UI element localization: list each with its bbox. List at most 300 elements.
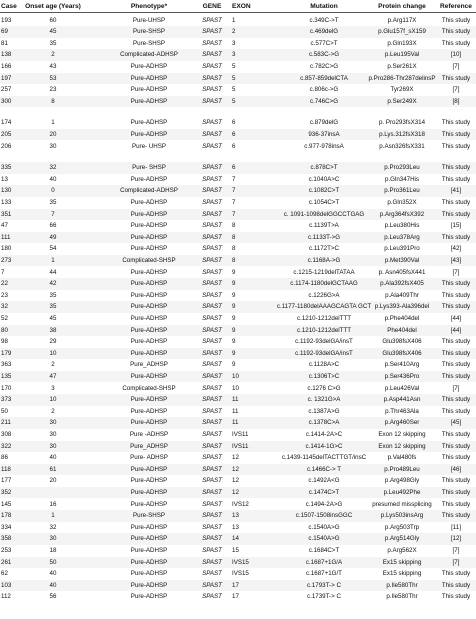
table-row — [0, 162, 476, 174]
cell-mutation: c.1133T->G — [307, 233, 341, 241]
cell-protein-change: Phe404del — [387, 326, 417, 334]
cell-case: 23 — [1, 291, 8, 299]
cell-protein-change: presumed missplicing — [372, 500, 432, 508]
cell-reference: [7] — [452, 86, 460, 94]
header-case: Case — [1, 3, 17, 10]
table-row — [0, 464, 476, 476]
cell-gene: SPAST — [202, 535, 222, 543]
cell-phenotype: Complicated-ADHSP — [120, 51, 178, 59]
table-row — [0, 359, 476, 371]
table-row — [0, 348, 476, 360]
cell-case: 166 — [1, 62, 12, 70]
table-row — [0, 371, 476, 383]
cell-protein-change: p.Leu391Pro — [384, 245, 420, 253]
cell-mutation: c.1306T>C — [308, 372, 340, 380]
cell-protein-change: p.Ala409Thr — [385, 291, 419, 299]
cell-mutation: c.1210-1212delTTT — [297, 314, 351, 322]
cell-phenotype: Complicated-ADHSP — [120, 187, 178, 195]
cell-reference: [7] — [452, 268, 460, 276]
cell-phenotype: Pure-ADHSP — [130, 396, 168, 404]
cell-gene: SPAST — [202, 245, 222, 253]
cell-reference: This study — [441, 500, 471, 508]
cell-gene: SPAST — [202, 97, 222, 105]
table-row — [0, 452, 476, 464]
cell-mutation: c.1082C>T — [308, 187, 340, 195]
cell-case: 197 — [1, 74, 12, 82]
cell-onset: 56 — [49, 593, 57, 601]
cell-gene: SPAST — [202, 512, 222, 520]
cell-reference: This study — [441, 454, 471, 462]
cell-case: 170 — [1, 384, 12, 392]
cell-exon: 9 — [232, 361, 236, 369]
cell-onset: 61 — [49, 465, 57, 473]
cell-reference: [42] — [450, 245, 462, 253]
cell-protein-change: p.Val480fs — [387, 454, 417, 462]
cell-exon: IVS11 — [232, 430, 249, 438]
cell-onset: 23 — [49, 86, 57, 94]
cell-protein-change: p.Arg117X — [387, 16, 417, 24]
table-row — [0, 475, 476, 487]
cell-mutation: c.1793T-> C — [307, 581, 341, 589]
cell-exon: 3 — [232, 39, 236, 47]
header-gene: GENE — [202, 3, 222, 10]
cell-case: 352 — [1, 488, 12, 496]
cell-gene: SPAST — [202, 39, 222, 47]
cell-case: 178 — [1, 512, 12, 520]
cell-exon: 17 — [232, 593, 239, 601]
cell-gene: SPAST — [202, 210, 222, 218]
cell-gene: SPAST — [202, 454, 222, 462]
cell-reference: [10] — [450, 51, 462, 59]
cell-onset: 10 — [49, 396, 57, 404]
cell-protein-change: p.Arg498Gly — [384, 477, 420, 485]
table-row — [0, 591, 476, 603]
cell-mutation: c.1276 C>G — [307, 384, 341, 392]
table-row — [0, 232, 476, 244]
cell-mutation: c.1466C-> T — [306, 465, 342, 473]
cell-mutation: c.1687+1G/A — [305, 558, 343, 566]
cell-case: 351 — [1, 210, 12, 218]
cell-exon: 9 — [232, 268, 236, 276]
cell-reference: This study — [441, 488, 471, 496]
table-row — [0, 325, 476, 337]
cell-exon: 12 — [232, 465, 239, 473]
cell-mutation: c.782C>G — [309, 62, 339, 70]
cell-phenotype: Pure-ADHSP — [130, 570, 168, 578]
cell-gene: SPAST — [202, 477, 222, 485]
cell-protein-change: p.Pro361Leu — [384, 187, 420, 195]
cell-phenotype: Pure-ADHSP — [130, 523, 168, 531]
cell-protein-change: p.Arg503Trp — [384, 523, 420, 531]
table-row — [0, 220, 476, 232]
cell-onset: 35 — [49, 39, 57, 47]
cell-onset: 1 — [51, 256, 55, 264]
table-row — [0, 441, 476, 453]
cell-exon: 5 — [232, 74, 236, 82]
cell-case: 138 — [1, 51, 12, 59]
cell-gene: SPAST — [202, 314, 222, 322]
cell-phenotype: Pure-SHSP — [133, 28, 165, 36]
table-row — [0, 487, 476, 499]
cell-gene: SPAST — [202, 349, 222, 357]
cell-mutation: c.349C->T — [309, 16, 339, 24]
cell-gene: SPAST — [202, 442, 222, 450]
cell-reference: This study — [441, 39, 471, 47]
cell-exon: 10 — [232, 372, 239, 380]
cell-case: 308 — [1, 430, 12, 438]
cell-gene: SPAST — [202, 187, 222, 195]
cell-mutation: c.1414-2A>C — [305, 430, 343, 438]
cell-phenotype: Pure-ADHSP — [130, 175, 168, 183]
cell-exon: 17 — [232, 581, 239, 589]
cell-mutation: c.1210-1212delTTT — [297, 326, 351, 334]
cell-gene: SPAST — [202, 465, 222, 473]
cell-case: 174 — [1, 119, 12, 127]
cell-gene: SPAST — [202, 419, 222, 427]
cell-reference: [7] — [452, 546, 460, 554]
cell-phenotype: Complicated-SHSP — [122, 384, 176, 392]
cell-phenotype: Complicated-SHSP — [122, 256, 176, 264]
table-row — [0, 278, 476, 290]
cell-mutation: c.1494-2A>G — [305, 500, 343, 508]
table-row — [0, 533, 476, 545]
table-row — [0, 26, 476, 38]
cell-case: 177 — [1, 477, 12, 485]
cell-gene: SPAST — [202, 28, 222, 36]
cell-phenotype: Pure-ADHSP — [130, 535, 168, 543]
cell-phenotype: Pure-ADHSP — [130, 372, 168, 380]
cell-gene: SPAST — [202, 326, 222, 334]
cell-onset: 40 — [49, 570, 57, 578]
cell-mutation: c.878C>T — [310, 164, 338, 172]
cell-case: 111 — [1, 233, 11, 241]
cell-gene: SPAST — [202, 51, 222, 59]
cell-reference: This study — [441, 349, 471, 357]
cell-exon: 8 — [232, 233, 236, 241]
table-row — [0, 545, 476, 557]
cell-onset: 47 — [49, 372, 57, 380]
cell-phenotype: Pure-ADHSP — [130, 198, 168, 206]
cell-reference: This study — [441, 16, 471, 24]
cell-mutation: c.1687+1G/T — [306, 570, 342, 578]
cell-exon: 12 — [232, 488, 239, 496]
cell-onset: 49 — [49, 233, 57, 241]
cell-exon: 9 — [232, 314, 236, 322]
table-row — [0, 243, 476, 255]
cell-reference: [7] — [452, 384, 460, 392]
cell-reference: This study — [441, 303, 471, 311]
cell-exon: 7 — [232, 210, 236, 218]
cell-phenotype: Pure-ADHSP — [130, 303, 168, 311]
cell-mutation: c.879delG — [309, 119, 339, 127]
cell-mutation: c.857-859delCTA — [300, 74, 348, 82]
cell-onset: 30 — [49, 442, 57, 450]
cell-gene: SPAST — [202, 280, 222, 288]
cell-gene: SPAST — [202, 62, 222, 70]
cell-reference: This study — [441, 74, 471, 82]
cell-case: 98 — [1, 338, 8, 346]
cell-phenotype: Pure-ADHSP — [130, 477, 168, 485]
cell-onset: 60 — [49, 16, 57, 24]
cell-onset: 29 — [49, 338, 57, 346]
cell-protein-change: Glu398fsX406 — [382, 338, 422, 346]
cell-case: 47 — [1, 222, 8, 230]
cell-case: 257 — [1, 86, 12, 94]
cell-onset: 20 — [49, 130, 57, 138]
cell-phenotype: Pure-ADHSP — [130, 222, 168, 230]
cell-onset: 30 — [49, 430, 57, 438]
cell-case: 145 — [1, 500, 12, 508]
cell-mutation: c.1040A>C — [308, 175, 340, 183]
header-phenotype: Phenotype* — [130, 3, 168, 10]
cell-onset: 30 — [49, 142, 57, 150]
cell-phenotype: Pure-ADHSP — [130, 119, 168, 127]
table-row — [0, 96, 476, 108]
cell-exon: 6 — [232, 119, 236, 127]
cell-case: 118 — [1, 465, 11, 473]
cell-case: 273 — [1, 256, 12, 264]
cell-mutation: c.1492A<G — [308, 477, 340, 485]
cell-gene: SPAST — [202, 303, 222, 311]
cell-exon: 6 — [232, 130, 236, 138]
cell-protein-change: p.Ile580Thr — [386, 593, 418, 601]
cell-mutation: c.469delG — [309, 28, 339, 36]
table-row — [0, 417, 476, 429]
cell-gene: SPAST — [202, 164, 222, 172]
cell-gene: SPAST — [202, 488, 222, 496]
cell-case: 211 — [1, 419, 11, 427]
cell-mutation: c.1684C>T — [308, 546, 340, 554]
cell-onset: 2 — [51, 361, 55, 369]
cell-case: 253 — [1, 546, 12, 554]
cell-onset: 2 — [51, 51, 55, 59]
cell-protein-change: Glu398fsX406 — [382, 349, 422, 357]
cell-phenotype: Pure-ADHSP — [130, 291, 168, 299]
cell-phenotype: Pure-ADHSP — [130, 546, 168, 554]
cell-gene: SPAST — [202, 130, 222, 138]
cell-protein-change: p.Ala392fsX405 — [380, 280, 424, 288]
cell-protein-change: p.Ser410Arg — [384, 361, 420, 369]
cell-onset: 1 — [51, 512, 55, 520]
cell-phenotype: Pure-ADHSP — [130, 500, 168, 508]
cell-reference: This study — [441, 570, 471, 578]
cell-onset: 2 — [51, 407, 55, 415]
cell-exon: 8 — [232, 245, 236, 253]
cell-reference: This study — [441, 280, 471, 288]
cell-mutation: 936-37insA — [308, 130, 340, 138]
cell-gene: SPAST — [202, 558, 222, 566]
cell-protein-change: Ex15 skipping — [382, 558, 422, 566]
table-row — [0, 141, 476, 153]
cell-reference: [43] — [450, 256, 462, 264]
table-row — [0, 313, 476, 325]
cell-protein-change: p.Leu195Val — [384, 51, 420, 59]
cell-reference: This study — [441, 512, 471, 520]
cell-gene: SPAST — [202, 268, 222, 276]
cell-gene: SPAST — [202, 233, 222, 241]
table-row — [0, 15, 476, 27]
cell-reference: [45] — [450, 419, 462, 427]
header-mutation: Mutation — [310, 3, 338, 10]
cell-protein-change: p.Lys.312fsX318 — [379, 130, 425, 138]
cell-mutation: c.1174-1180delGCTAAG — [290, 280, 358, 288]
header-reference: Reference — [440, 3, 472, 10]
cell-case: 86 — [1, 454, 8, 462]
cell-exon: 11 — [232, 396, 239, 404]
cell-protein-change: p.Lys393-Ala396del — [374, 303, 430, 311]
cell-onset: 32 — [49, 164, 57, 172]
cell-protein-change: p.Thr463Ala — [385, 407, 419, 415]
cell-onset: 45 — [49, 28, 57, 36]
cell-phenotype: Pure-ADHSP — [130, 558, 168, 566]
cell-mutation: c.1139T>A — [309, 222, 339, 230]
cell-case: 69 — [1, 28, 8, 36]
cell-onset: 66 — [49, 222, 57, 230]
cell-phenotype: Pure-SHSP — [133, 512, 165, 520]
cell-exon: IVS15 — [232, 570, 249, 578]
cell-case: 52 — [1, 314, 8, 322]
cell-reference: This study — [441, 477, 471, 485]
cell-reference: This study — [441, 175, 471, 183]
cell-phenotype: Pure-ADHSP — [130, 314, 168, 322]
cell-mutation: c.577C>T — [310, 39, 338, 47]
table-row — [0, 522, 476, 534]
cell-onset: 53 — [49, 74, 57, 82]
cell-case: 135 — [1, 372, 12, 380]
cell-mutation: c.1177-1180delAAAGCAGTA GCT — [276, 303, 372, 311]
cell-exon: 12 — [232, 477, 239, 485]
cell-protein-change: p.Arg460Ser — [384, 419, 420, 427]
table-row — [0, 61, 476, 73]
cell-gene: SPAST — [202, 338, 222, 346]
cell-case: 7 — [1, 268, 5, 276]
cell-protein-change: p. Pro293fsX314 — [378, 119, 426, 127]
cell-reference: [8] — [452, 97, 460, 105]
cell-protein-change: p.Gln352X — [387, 198, 417, 206]
cell-protein-change: Ex15 skipping — [382, 570, 422, 578]
cell-mutation: c.1172T>C — [309, 245, 339, 253]
cell-gene: SPAST — [202, 198, 222, 206]
cell-phenotype: Pure-ADHSP — [130, 593, 168, 601]
cell-reference: This study — [441, 361, 471, 369]
table-row — [0, 568, 476, 580]
cell-reference: This study — [441, 210, 471, 218]
cell-protein-change: p.Gln193X — [387, 39, 417, 47]
cell-phenotype: Pure-ADHSP — [130, 86, 168, 94]
cell-phenotype: Pure-ADHSP — [130, 488, 168, 496]
cell-phenotype: Pure-ADHSP — [130, 130, 168, 138]
cell-protein-change: p.Pro489Leu — [384, 465, 420, 473]
cell-exon: 8 — [232, 256, 236, 264]
cell-mutation: c.1507-1508insGGC — [295, 512, 353, 520]
cell-reference: This study — [441, 28, 471, 36]
cell-onset: 43 — [49, 62, 57, 70]
cell-case: 13 — [1, 175, 8, 183]
cell-case: 300 — [1, 97, 12, 105]
cell-case: 50 — [1, 407, 8, 415]
table-header — [0, 0, 476, 13]
cell-exon: 9 — [232, 338, 236, 346]
cell-reference: This study — [441, 430, 471, 438]
cell-exon: 6 — [232, 142, 236, 150]
table-row — [0, 209, 476, 221]
cell-exon: 2 — [232, 28, 236, 36]
table-row — [0, 301, 476, 313]
cell-exon: 13 — [232, 512, 239, 520]
table-row — [0, 129, 476, 141]
cell-phenotype: Pure-ADHSP — [130, 268, 168, 276]
cell-phenotype: Pure_ADHSP — [130, 361, 168, 369]
cell-phenotype: Pure-ADHSP — [130, 210, 168, 218]
cell-phenotype: Pure-ADHSP — [130, 407, 168, 415]
cell-gene: SPAST — [202, 16, 222, 24]
table-row — [0, 383, 476, 395]
cell-mutation: c.1439-1145delTACTTGT/insC — [281, 454, 367, 462]
cell-protein-change: p.Ser249X — [387, 97, 417, 105]
cell-protein-change: p.Leu380His — [384, 222, 420, 230]
table-row — [0, 84, 476, 96]
cell-onset — [24, 487, 82, 499]
table-row — [0, 174, 476, 186]
cell-exon: 11 — [232, 407, 239, 415]
cell-onset: 44 — [49, 268, 57, 276]
cell-mutation: c.1192-93delGA/insT — [295, 338, 353, 346]
cell-exon: 3 — [232, 51, 236, 59]
cell-case: 335 — [1, 164, 12, 172]
cell-reference: This study — [441, 142, 471, 150]
cell-exon: IVS12 — [232, 500, 249, 508]
cell-protein-change: p.Asp441Asn — [383, 396, 421, 404]
table-row — [0, 580, 476, 592]
cell-gene: SPAST — [202, 570, 222, 578]
cell-phenotype: Pure-ADHSP — [130, 62, 168, 70]
cell-gene: SPAST — [202, 523, 222, 531]
cell-case: 193 — [1, 16, 12, 24]
cell-exon: 6 — [232, 164, 236, 172]
cell-exon: 9 — [232, 326, 236, 334]
cell-mutation: c.1474C>T — [308, 488, 340, 496]
cell-exon: 10 — [232, 384, 239, 392]
cell-mutation: c.1739T-> C — [307, 593, 341, 601]
cell-exon: 8 — [232, 222, 236, 230]
header-exon: EXON — [232, 3, 251, 10]
cell-exon: 7 — [232, 187, 236, 195]
cell-onset: 7 — [51, 210, 55, 218]
cell-mutation: c.746C>G — [309, 97, 339, 105]
cell-protein-change: p.Pro293Leu — [384, 164, 420, 172]
cell-case: 206 — [1, 142, 12, 150]
cell-reference: This study — [441, 164, 471, 172]
cell-case: 358 — [1, 535, 12, 543]
cell-protein-change: Exon 12 skipping — [378, 430, 426, 438]
cell-protein-change: p.Arg364fsX392 — [379, 210, 425, 218]
table-row — [0, 185, 476, 197]
cell-onset: 10 — [49, 349, 57, 357]
cell-mutation: c.1054C>T — [308, 198, 340, 206]
cell-mutation: c.977-978insA — [304, 142, 344, 150]
cell-phenotype: Pure-ADHSP — [130, 581, 168, 589]
cell-exon: 13 — [232, 523, 239, 531]
cell-reference: This study — [441, 396, 471, 404]
cell-gene: SPAST — [202, 175, 222, 183]
cell-protein-change: p.Lys503insArg — [380, 512, 424, 520]
cell-reference: This study — [441, 372, 471, 380]
cell-onset: 35 — [49, 291, 57, 299]
cell-reference: This study — [441, 593, 471, 601]
table-row — [0, 197, 476, 209]
cell-mutation: c.583C->G — [308, 51, 340, 59]
header-onset: Onset age (Years) — [25, 3, 81, 10]
